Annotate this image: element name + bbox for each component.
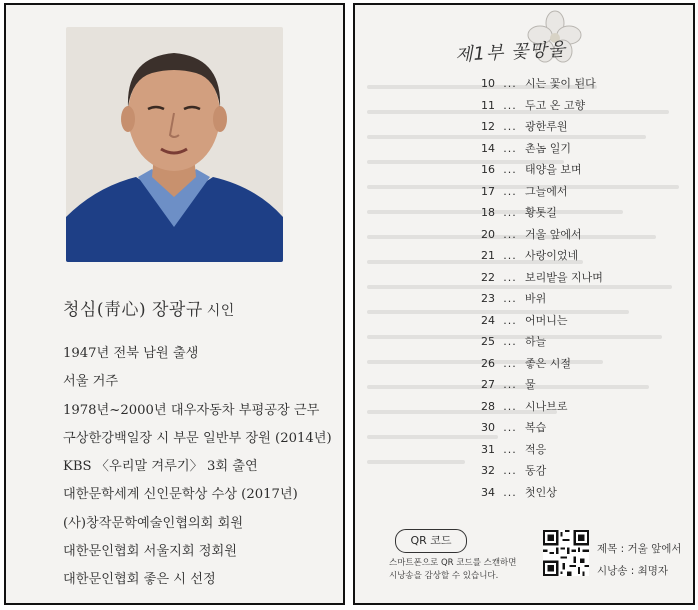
toc-title: 그늘에서 bbox=[525, 184, 568, 198]
toc-page-number: 27 bbox=[481, 378, 495, 391]
toc-page-number: 10 bbox=[481, 77, 495, 90]
toc-separator: ... bbox=[503, 356, 517, 370]
toc-title: 황톳길 bbox=[525, 206, 557, 219]
toc-page-number: 11 bbox=[481, 98, 495, 112]
qr-instruction-line: 시낭송을 감상할 수 있습니다. bbox=[389, 571, 499, 581]
poet-name-suffix: 시인 bbox=[206, 303, 235, 319]
toc-separator: ... bbox=[503, 442, 517, 456]
toc-page-number: 16 bbox=[481, 163, 495, 176]
toc-entry[interactable] bbox=[473, 417, 603, 439]
toc-page-number: 14 bbox=[481, 141, 495, 155]
toc-separator: ... bbox=[503, 399, 517, 413]
toc-separator: ... bbox=[503, 120, 517, 133]
toc-page-number: 24 bbox=[481, 313, 495, 327]
toc-title: 바위 bbox=[525, 292, 547, 305]
toc-entry[interactable] bbox=[473, 310, 603, 332]
toc-page-number: 12 bbox=[481, 120, 495, 133]
toc-separator: ... bbox=[503, 249, 517, 262]
toc-title: 촌놈 일기 bbox=[525, 141, 572, 155]
toc-title: 하늘 bbox=[525, 335, 547, 348]
toc-title: 태양을 보며 bbox=[525, 163, 582, 176]
left-page bbox=[4, 3, 345, 605]
toc-title: 거울 앞에서 bbox=[525, 227, 582, 241]
toc-page-number: 25 bbox=[481, 335, 495, 348]
bio-list bbox=[63, 340, 332, 595]
toc-title: 좋은 시절 bbox=[525, 356, 572, 370]
toc-page-number: 31 bbox=[481, 442, 495, 456]
toc-separator: ... bbox=[503, 98, 517, 112]
toc-page-number: 18 bbox=[481, 206, 495, 219]
qr-poem-title: 제목 : 거울 앞에서 bbox=[597, 543, 682, 555]
toc-separator: ... bbox=[503, 313, 517, 327]
bio-item: KBS 〈우리말 겨루기〉 3회 출연 bbox=[63, 459, 258, 475]
toc-separator: ... bbox=[503, 421, 517, 434]
toc-entry[interactable] bbox=[473, 288, 603, 310]
toc-separator: ... bbox=[503, 184, 517, 198]
toc-separator: ... bbox=[503, 141, 517, 155]
poet-name-text: 청심(靑心) 장광규 bbox=[63, 300, 203, 320]
toc-title: 두고 온 고향 bbox=[525, 98, 586, 112]
table-of-contents bbox=[473, 73, 603, 503]
toc-page-number: 23 bbox=[481, 292, 495, 305]
toc-title: 물 bbox=[525, 378, 536, 391]
poet-name bbox=[63, 295, 235, 320]
toc-page-number: 22 bbox=[481, 270, 495, 284]
toc-page-number: 34 bbox=[481, 485, 495, 499]
qr-info bbox=[597, 538, 682, 582]
toc-title: 복습 bbox=[525, 421, 547, 434]
toc-title: 어머니는 bbox=[525, 313, 568, 327]
toc-separator: ... bbox=[503, 378, 517, 391]
bio-item: 1978년~2000년 대우자동차 부평공장 근무 bbox=[63, 402, 320, 418]
toc-entry[interactable] bbox=[473, 95, 603, 117]
toc-title: 첫인상 bbox=[525, 485, 557, 499]
toc-entry[interactable] bbox=[473, 138, 603, 160]
toc-entry[interactable] bbox=[473, 482, 603, 504]
bio-item: 구상한강백일장 시 부문 일반부 장원 (2014년) bbox=[63, 430, 332, 446]
toc-separator: ... bbox=[503, 77, 517, 90]
toc-page-number: 21 bbox=[481, 249, 495, 262]
toc-entry[interactable] bbox=[473, 202, 603, 224]
toc-separator: ... bbox=[503, 206, 517, 219]
toc-separator: ... bbox=[503, 163, 517, 176]
toc-separator: ... bbox=[503, 227, 517, 241]
toc-entry[interactable] bbox=[473, 374, 603, 396]
toc-entry[interactable] bbox=[473, 353, 603, 375]
toc-entry[interactable] bbox=[473, 224, 603, 246]
toc-title: 보리밭을 지나며 bbox=[525, 270, 603, 284]
toc-page-number: 30 bbox=[481, 421, 495, 434]
toc-entry[interactable] bbox=[473, 245, 603, 267]
part-title: 제1부 꽃망울 bbox=[454, 39, 567, 66]
bio-item: (사)창작문학예술인협의회 회원 bbox=[63, 515, 244, 531]
qr-code-label: QR 코드 bbox=[395, 529, 467, 553]
toc-entry[interactable] bbox=[473, 73, 603, 95]
qr-instruction bbox=[389, 557, 516, 583]
toc-separator: ... bbox=[503, 292, 517, 305]
toc-separator: ... bbox=[503, 335, 517, 348]
right-page bbox=[353, 3, 695, 605]
toc-title: 광한루원 bbox=[525, 120, 568, 133]
qr-reciter: 시낭송 : 최명자 bbox=[597, 565, 669, 577]
bio-item: 대한문인협회 좋은 시 선정 bbox=[63, 572, 216, 588]
toc-title: 동감 bbox=[525, 464, 547, 477]
bio-item: 대한문인협회 서울지회 정회원 bbox=[63, 544, 237, 560]
toc-page-number: 26 bbox=[481, 356, 495, 370]
poet-photo bbox=[66, 27, 283, 262]
toc-page-number: 28 bbox=[481, 399, 495, 413]
toc-page-number: 17 bbox=[481, 184, 495, 198]
bio-item: 대한문학세계 신인문학상 수상 (2017년) bbox=[63, 487, 298, 503]
toc-title: 적응 bbox=[525, 442, 547, 456]
toc-entry[interactable] bbox=[473, 439, 603, 461]
bio-item: 서울 거주 bbox=[63, 374, 119, 390]
toc-entry[interactable] bbox=[473, 159, 603, 181]
bio-item: 1947년 전북 남원 출생 bbox=[63, 346, 199, 361]
toc-page-number: 32 bbox=[481, 464, 495, 477]
toc-title: 사랑이었네 bbox=[525, 249, 579, 262]
toc-separator: ... bbox=[503, 464, 517, 477]
toc-entry[interactable] bbox=[473, 116, 603, 138]
toc-title: 시나브로 bbox=[525, 399, 568, 413]
qr-code-image[interactable] bbox=[543, 530, 589, 576]
toc-separator: ... bbox=[503, 270, 517, 284]
toc-entry[interactable] bbox=[473, 396, 603, 418]
toc-title: 시는 꽃이 된다 bbox=[525, 77, 596, 90]
toc-page-number: 20 bbox=[481, 227, 495, 241]
qr-instruction-line: 스마트폰으로 QR 코드를 스캔하면 bbox=[389, 558, 517, 568]
toc-entry[interactable] bbox=[473, 267, 603, 289]
toc-separator: ... bbox=[503, 485, 517, 499]
toc-entry[interactable] bbox=[473, 460, 603, 482]
toc-entry[interactable] bbox=[473, 331, 603, 353]
toc-entry[interactable] bbox=[473, 181, 603, 203]
